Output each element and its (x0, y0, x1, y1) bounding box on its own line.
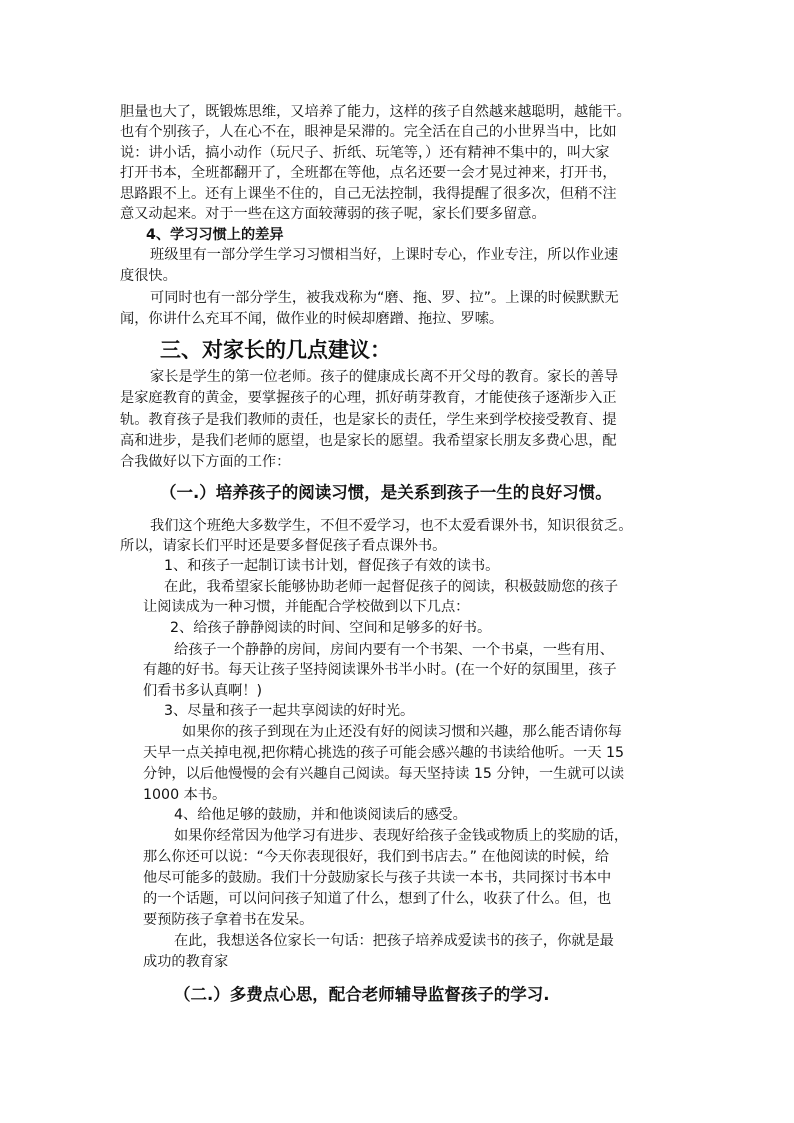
text-line: 思路跟不上。还有上课坐不住的，自己无法控制，我得提醒了很多次，但稍不注 (120, 186, 617, 202)
text-line: 打开书本，全班都翻开了，全班都在等他，点名还要一会才晃过神来，打开书， (120, 165, 617, 181)
text-line: 2、给孩子静静阅读的时间、空间和足够多的好书。 (170, 620, 492, 636)
text-line: 1000 本书。 (143, 787, 227, 803)
text-line: 可同时也有一部分学生，被我戏称为“磨、拖、罗、拉”。上课的时候默默无 (150, 290, 619, 306)
text-line: 在此，我想送各位家长一句话：把孩子培养成爱读书的孩子，你就是最 (174, 933, 614, 949)
text-line: 1、和孩子一起制订读书计划，督促孩子有效的读书。 (164, 558, 500, 574)
text-line: 家长是学生的第一位老师。孩子的健康成长离不开父母的教育。家长的善导 (150, 369, 619, 385)
text-line: 他尽可能多的鼓励。我们十分鼓励家长与孩子共读一本书，共同探讨书本中 (143, 870, 612, 886)
text-line: 成功的教育家 (143, 954, 229, 970)
text-line: 是家庭教育的黄金，要掌握孩子的心理，抓好萌芽教育，才能使孩子逐渐步入正 (120, 390, 617, 406)
text-line: 天早一点关掉电视,把你精心挑选的孩子可能会感兴趣的书读给他听。一天 15 (143, 745, 625, 761)
text-line: 意又动起来。对于一些在这方面较薄弱的孩子呢，家长们要多留意。 (120, 206, 546, 222)
text-line: 高和进步，是我们老师的愿望，也是家长的愿望。我希望家长朋友多费心思，配 (120, 433, 617, 449)
text-line: 也有个别孩子，人在心不在，眼神是呆滞的。完全活在自己的小世界当中，比如 (120, 124, 617, 140)
text-line: 说：讲小话，搞小动作（玩尺子、折纸、玩笔等，）还有精神不集中的，叫大家 (120, 145, 610, 161)
text-line: 要预防孩子拿着书在发呆。 (143, 912, 314, 928)
text-line: 给孩子一个静静的房间，房间内要有一个书架、一个书桌，一些有用、 (174, 642, 614, 658)
text-line: 如果你经常因为他学习有进步、表现好给孩子金钱或物质上的奖励的话， (174, 828, 629, 844)
text-line: 如果你的孩子到现在为止还没有好的阅读习惯和兴趣，那么能否请你每 (182, 724, 622, 740)
text-line: 所以，请家长们平时还是要多督促孩子看点课外书。 (120, 538, 447, 554)
text-line: 合我做好以下方面的工作： (120, 454, 291, 470)
subsection-heading: 4、学习习惯上的差异 (146, 227, 284, 243)
text-line: 3、尽量和孩子一起共享阅读的好时光。 (164, 703, 415, 719)
text-line: 我们这个班绝大多数学生，不但不爱学习，也不太爱看课外书，知识很贫乏。 (150, 518, 633, 534)
text-line: 度很快。 (120, 268, 177, 284)
text-line: 的一个话题，可以问问孩子知道了什么，想到了什么，收获了什么。但，也 (143, 891, 612, 907)
section-heading: 三、对家长的几点建议： (160, 338, 391, 362)
text-line: 轨。教育孩子是我们教师的责任，也是家长的责任，学生来到学校接受教育、提 (120, 412, 617, 428)
text-line: 们看书多认真啊！) (143, 683, 263, 699)
subheading-reading-habit: （一.）培养孩子的阅读习惯，是关系到孩子一生的良好习惯。 (160, 483, 612, 502)
text-line: 班级里有一部分学生学习习惯相当好，上课时专心，作业专注，所以作业速 (150, 247, 619, 263)
text-line: 那么你还可以说：“今天你表现很好，我们到书店去。” 在他阅读的时候，给 (143, 849, 610, 865)
text-line: 分钟，以后他慢慢的会有兴趣自己阅读。每天坚持读 15 分钟，一生就可以读 (143, 766, 625, 782)
text-line: 在此，我希望家长能够协助老师一起督促孩子的阅读，积极鼓励您的孩子 (164, 579, 619, 595)
text-line: 有趣的好书。每天让孩子坚持阅读课外书半小时。(在一个好的氛围里，孩子 (143, 662, 617, 678)
text-line: 胆量也大了，既锻炼思维，又培养了能力，这样的孩子自然越来越聪明，越能干。 (120, 104, 631, 120)
text-line: 4、给他足够的鼓励，并和他谈阅读后的感受。 (174, 807, 467, 823)
text-line: 让阅读成为一种习惯，并能配合学校做到以下几点： (143, 599, 470, 615)
text-line: 闻，你讲什么充耳不闻，做作业的时候却磨蹭、拖拉、罗嗦。 (120, 311, 504, 327)
subheading-supervision: （二.）多费点心思，配合老师辅导监督孩子的学习. (174, 985, 550, 1004)
